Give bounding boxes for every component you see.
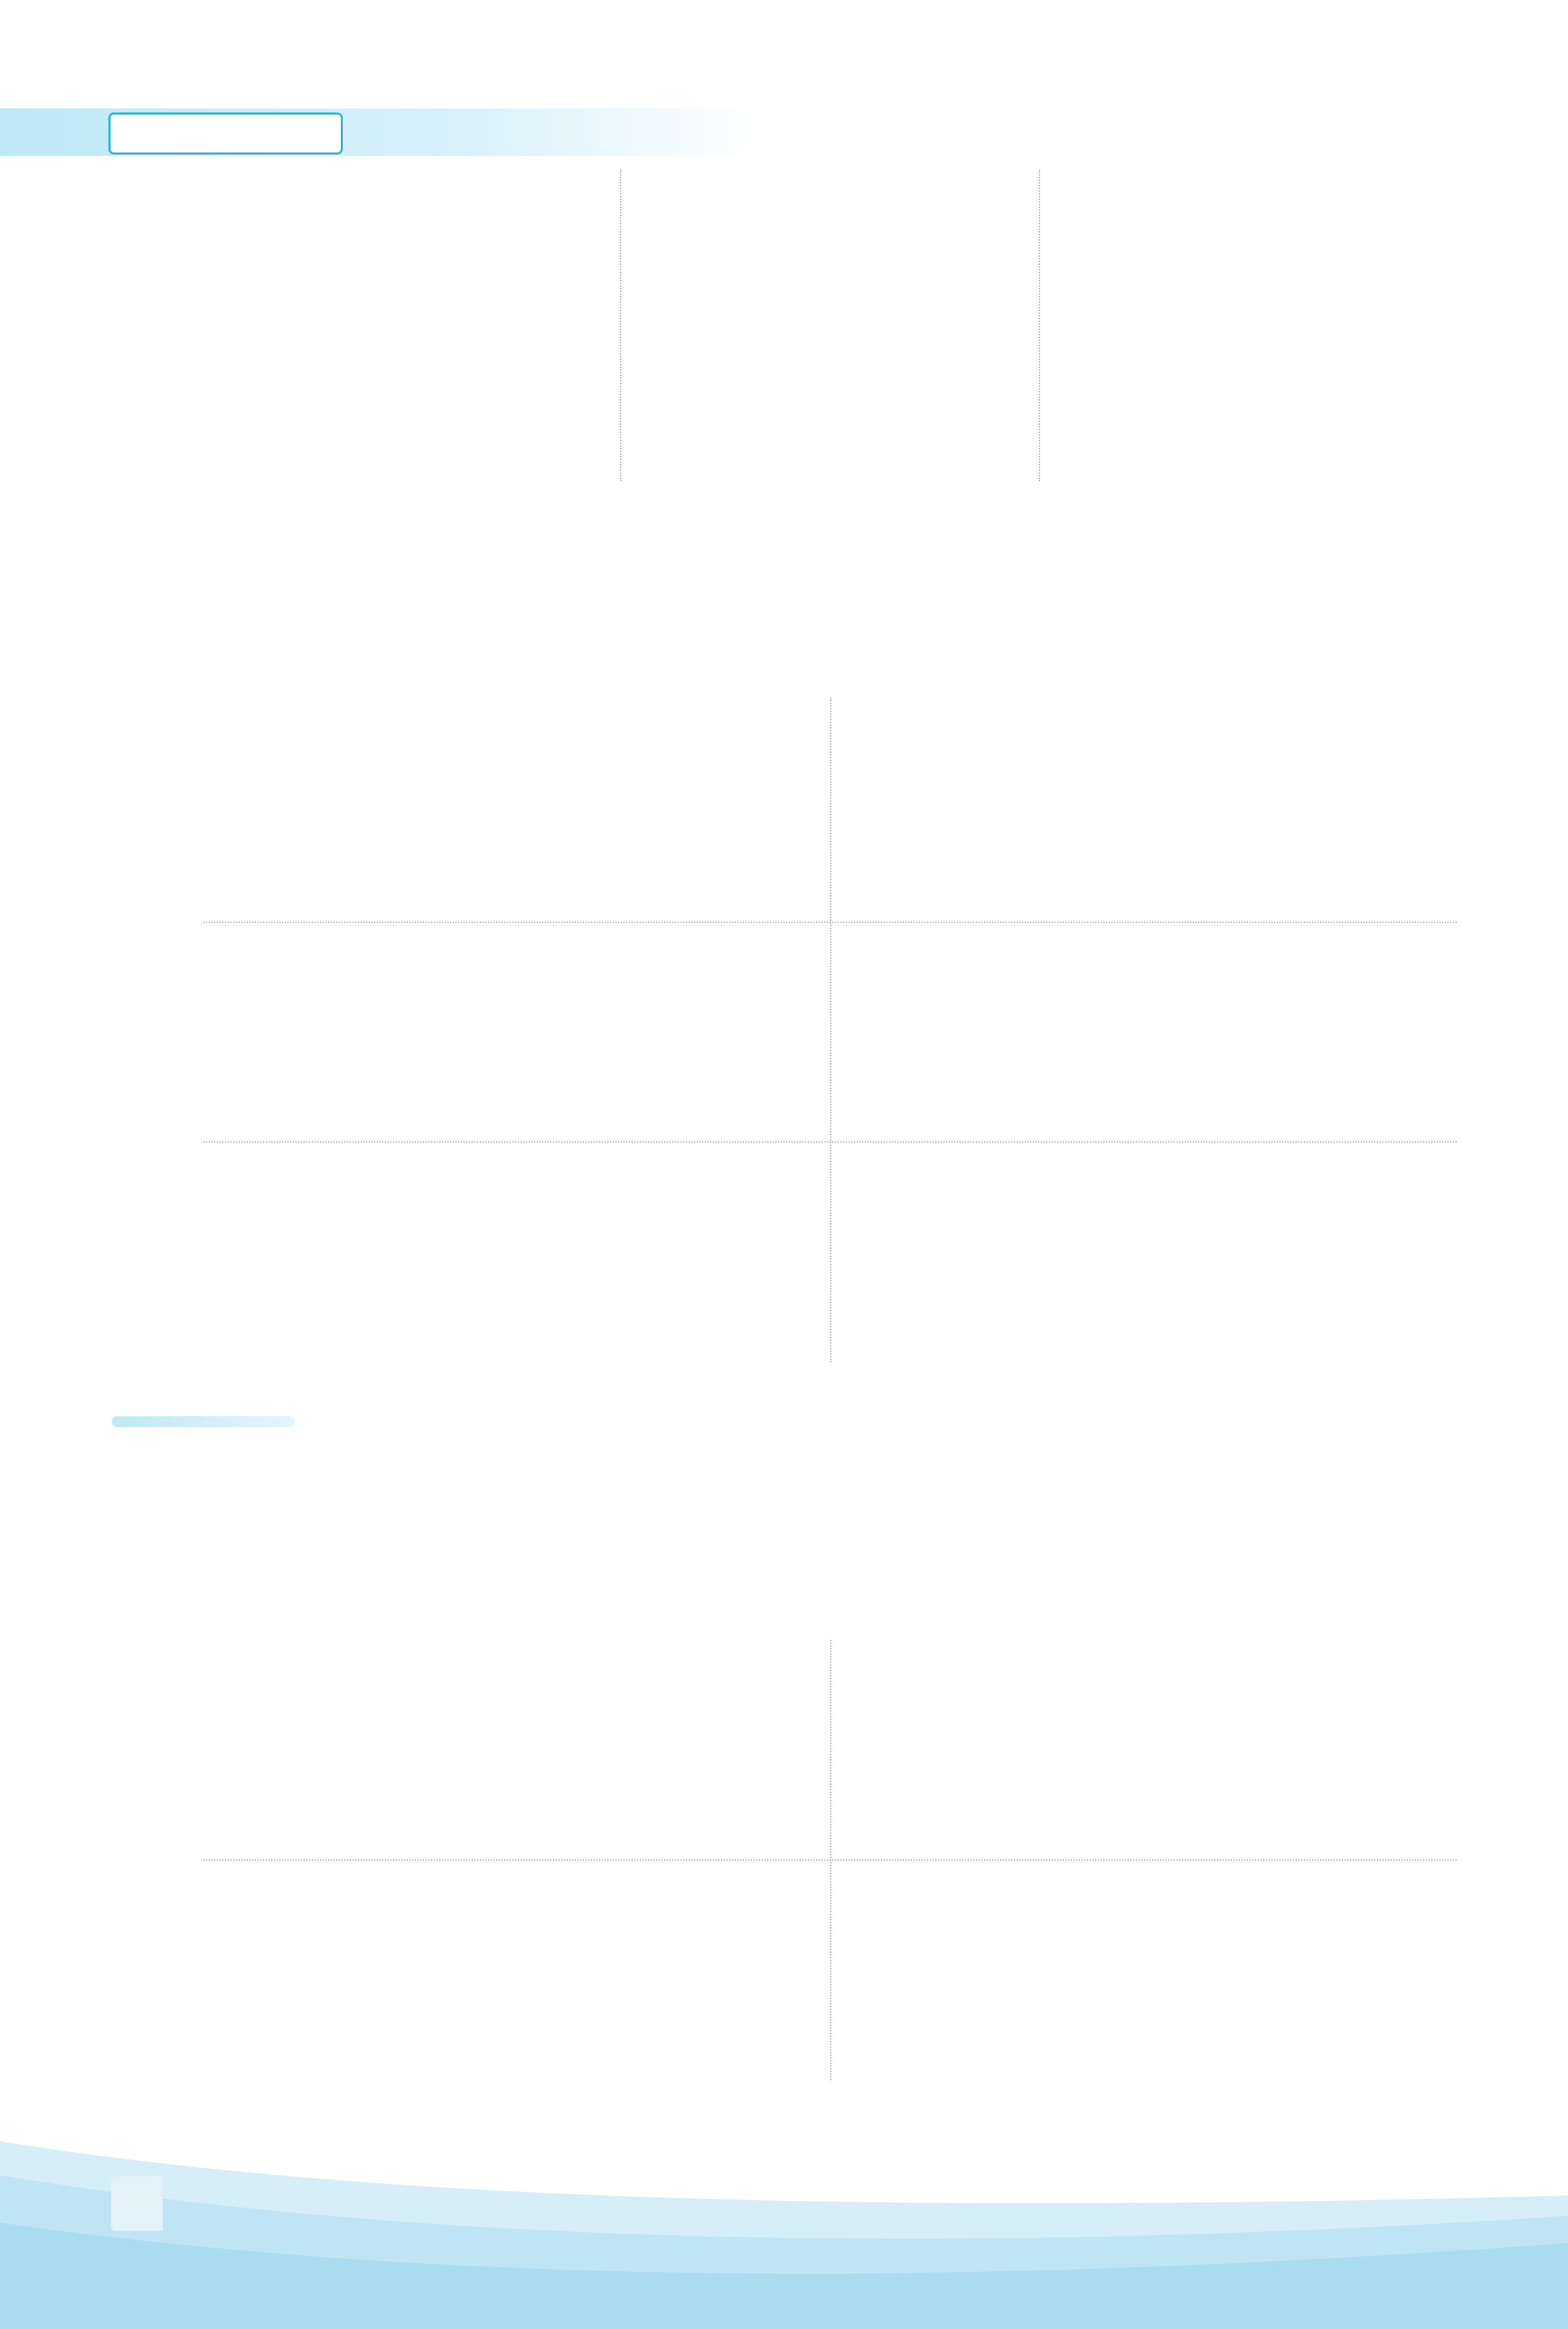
divider: [830, 698, 831, 1362]
divider: [203, 1141, 1457, 1142]
divider: [203, 922, 1457, 923]
mixed-heading: [112, 1382, 295, 1430]
book-badge: [108, 112, 343, 154]
divider: [1039, 169, 1040, 481]
divider: [203, 1859, 1457, 1861]
heading-underline: [112, 1416, 295, 1427]
page-number: [111, 2177, 163, 2231]
footer-wave: [0, 2114, 1568, 2329]
divider: [620, 169, 621, 481]
